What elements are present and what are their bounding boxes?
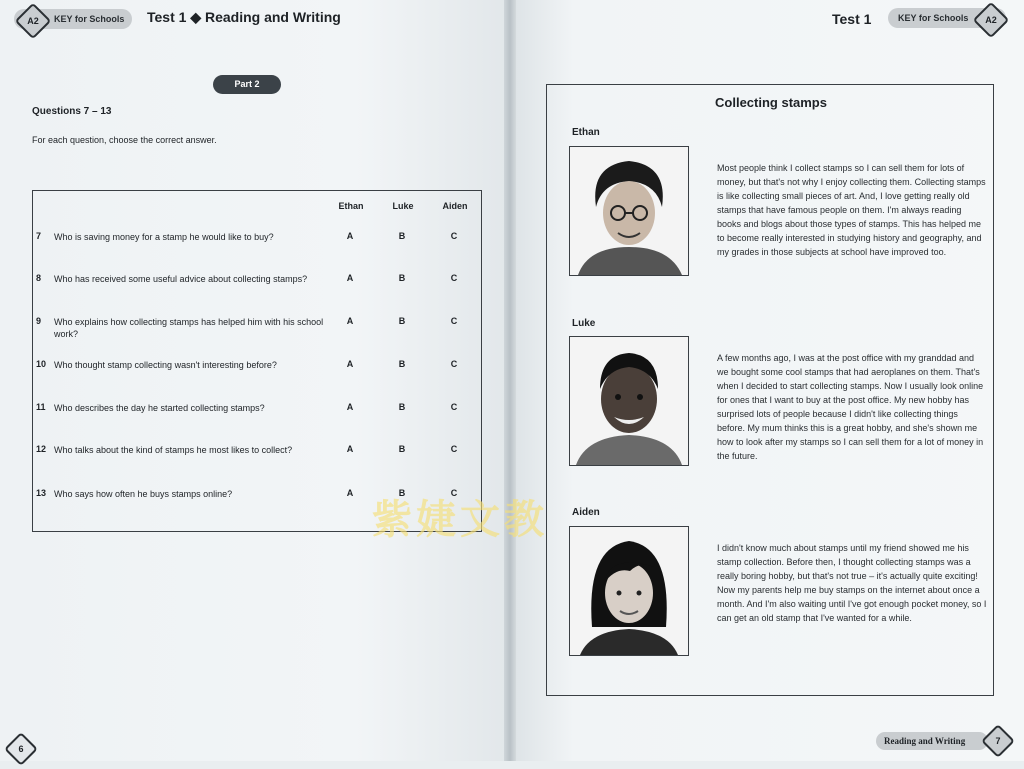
level-badge-text: A2 (27, 16, 39, 26)
answer-option-b[interactable]: B (398, 402, 406, 412)
answer-option-b[interactable]: B (398, 488, 406, 498)
question-row (32, 273, 482, 309)
question-row (32, 316, 482, 352)
instruction-text: For each question, choose the correct answer. (32, 135, 217, 145)
question-row (32, 359, 482, 395)
answer-option-b[interactable]: B (398, 444, 406, 454)
answer-option-c[interactable]: C (450, 488, 458, 498)
answer-option-b[interactable]: B (398, 273, 406, 283)
part-badge: Part 2 (213, 75, 281, 94)
answer-option-c[interactable]: C (450, 316, 458, 326)
person-name-ethan: Ethan (572, 127, 600, 138)
question-number: 11 (36, 402, 46, 412)
answer-option-a[interactable]: A (346, 359, 354, 369)
question-text: Who describes the day he started collecting stamps? (54, 403, 265, 413)
paragraph-ethan: Most people think I collect stamps so I can sell them for lots of money, but that's not why I enjoy collecting them. Collecting stamps is like collecting small pieces of art. And, I love getting really old stamps that have famous people on them. I'm always reading books and blogs about those types of stamps. This has helped me to become really interested in studying history and geography, and my grades in those subjects at school have improved too. (717, 163, 986, 257)
question-number: 9 (36, 316, 42, 326)
series-label: KEY for Schools (54, 14, 125, 24)
person-name-luke: Luke (572, 318, 596, 329)
answer-option-b[interactable]: B (398, 316, 406, 326)
photo-aiden (569, 526, 689, 656)
answer-option-a[interactable]: A (346, 231, 354, 241)
footer-section-label: Reading and Writing (876, 732, 988, 750)
questions-heading: Questions 7 – 13 (32, 106, 112, 117)
question-number: 10 (36, 359, 47, 369)
answer-option-a[interactable]: A (346, 273, 354, 283)
question-text: Who talks about the kind of stamps he most likes to collect? (54, 445, 293, 455)
question-text: Who thought stamp collecting wasn't interesting before? (54, 360, 277, 370)
photo-ethan (569, 146, 689, 276)
article-box (546, 84, 994, 696)
answer-option-b[interactable]: B (398, 359, 406, 369)
paragraph-aiden: I didn't know much about stamps until my friend showed me his stamp collection. Before then, I thought collecting stamps was a really boring hobby, but that's not true – it's actually quite exciting! Now my parents help me buy stamps on the internet about once a month. And I'm also waiting until I've got enough pocket money, so I can get an old stamp that I've wanted for a while. (717, 543, 987, 623)
series-label: KEY for Schools (898, 13, 969, 23)
column-header-aiden: Aiden (442, 201, 468, 211)
answer-option-a[interactable]: A (346, 316, 354, 326)
question-number: 12 (36, 444, 47, 454)
answer-option-a[interactable]: A (346, 402, 354, 412)
right-page-title: Test 1 (832, 11, 872, 27)
question-text: Who explains how collecting stamps has helped him with his school work? (54, 317, 324, 339)
question-row (32, 444, 482, 480)
level-badge-text: A2 (985, 15, 997, 25)
answer-option-c[interactable]: C (450, 359, 458, 369)
paragraph-luke: A few months ago, I was at the post office with my granddad and we bought some cool stamps that had aeroplanes on them. That's when I decided to start collecting stamps. Now I usually look online for ones that I want to buy at the post office. My new hobby has surprised lots of people because I didn't like collecting things before. My mum thinks this is a great hobby, and she's shown me how to look after my stamps so I can sell them for a lot of money in the future. (717, 353, 984, 461)
answer-option-a[interactable]: A (346, 488, 354, 498)
answer-option-a[interactable]: A (346, 444, 354, 454)
question-number: 8 (36, 273, 42, 283)
photo-luke (569, 336, 689, 466)
question-row (32, 231, 482, 267)
page-title: Test 1 ◆ Reading and Writing (147, 9, 341, 25)
question-text: Who is saving money for a stamp he would like to buy? (54, 232, 274, 242)
question-row (32, 402, 482, 438)
answer-option-c[interactable]: C (450, 444, 458, 454)
watermark: 紫婕文教 (372, 498, 548, 542)
book-spine (504, 0, 516, 761)
answer-option-c[interactable]: C (450, 231, 458, 241)
column-header-ethan: Ethan (338, 201, 364, 211)
question-text: Who has received some useful advice about collecting stamps? (54, 274, 308, 284)
page-number: 6 (18, 744, 24, 754)
article-title: Collecting stamps (715, 95, 827, 110)
person-name-aiden: Aiden (572, 507, 600, 518)
answer-option-c[interactable]: C (450, 273, 458, 283)
question-text: Who says how often he buys stamps online? (54, 489, 233, 499)
answer-option-b[interactable]: B (398, 231, 406, 241)
page-number: 7 (995, 736, 1001, 746)
question-number: 13 (36, 488, 47, 498)
column-header-luke: Luke (392, 201, 414, 211)
answer-option-c[interactable]: C (450, 402, 458, 412)
question-number: 7 (36, 231, 42, 241)
